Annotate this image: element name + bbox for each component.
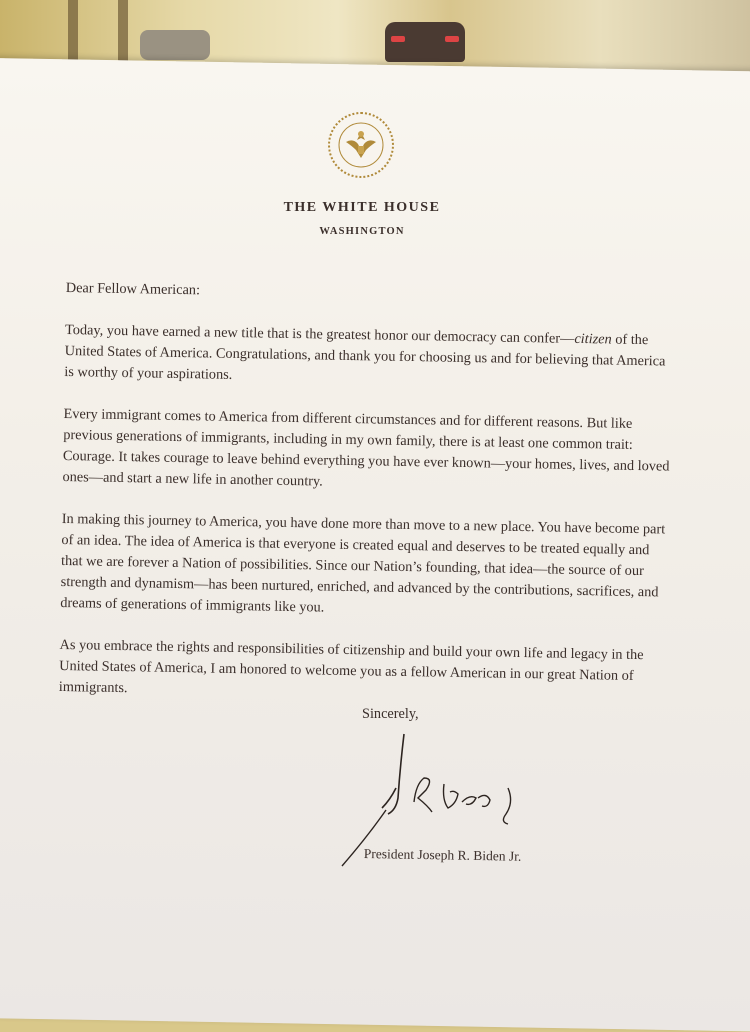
paragraph-2: Every immigrant comes to America from different circumstances and for different reasons. But like previous generations of immigrants, including in my own family, there is at least one common trait: Courage. It takes courage to leave behind everything you have ever known—your homes, lives, and loved ones—and start a new life in another country. [62, 405, 670, 490]
paragraph-3: In making this journey to America, you have done more than move to a new place. You have become part of an idea. The idea of America is that everyone is created equal and deserves to be treated equally and that we are forever a Nation of possibilities. Since our Nation’s founding, that idea—the source of our strength and dynamism—has been nurtured, enriched, and advanced by the contributions, sacrifices, and dreams of generations of immigrants like you. [60, 510, 666, 616]
letterhead-title: THE WHITE HOUSE [283, 200, 441, 215]
paragraph-1-rest: of the United States of America. Congratulations, and thank you for choosing us and for believing that America is worthy of your aspirations. [64, 331, 666, 383]
paragraph-1 [64, 320, 675, 394]
paragraph-4: As you embrace the rights and responsibilities of citizenship and build your own life and legacy in the United States of America, I am honored to welcome you as a fellow American in our great Nation of immigrants. [58, 636, 644, 697]
paragraph-1-start: Today, you have earned a new title that is the greatest honor our democracy can confer— [64, 321, 575, 347]
citizen-emphasis: citizen [574, 330, 612, 348]
salutation: Dear Fellow American: [65, 279, 201, 299]
signer-name: President Joseph R. Biden Jr. [363, 846, 522, 864]
closing: Sincerely, [362, 706, 419, 722]
letterhead-subtitle: WASHINGTON [319, 226, 405, 237]
presidential-seal-icon [328, 112, 394, 178]
letter-body [58, 278, 676, 730]
